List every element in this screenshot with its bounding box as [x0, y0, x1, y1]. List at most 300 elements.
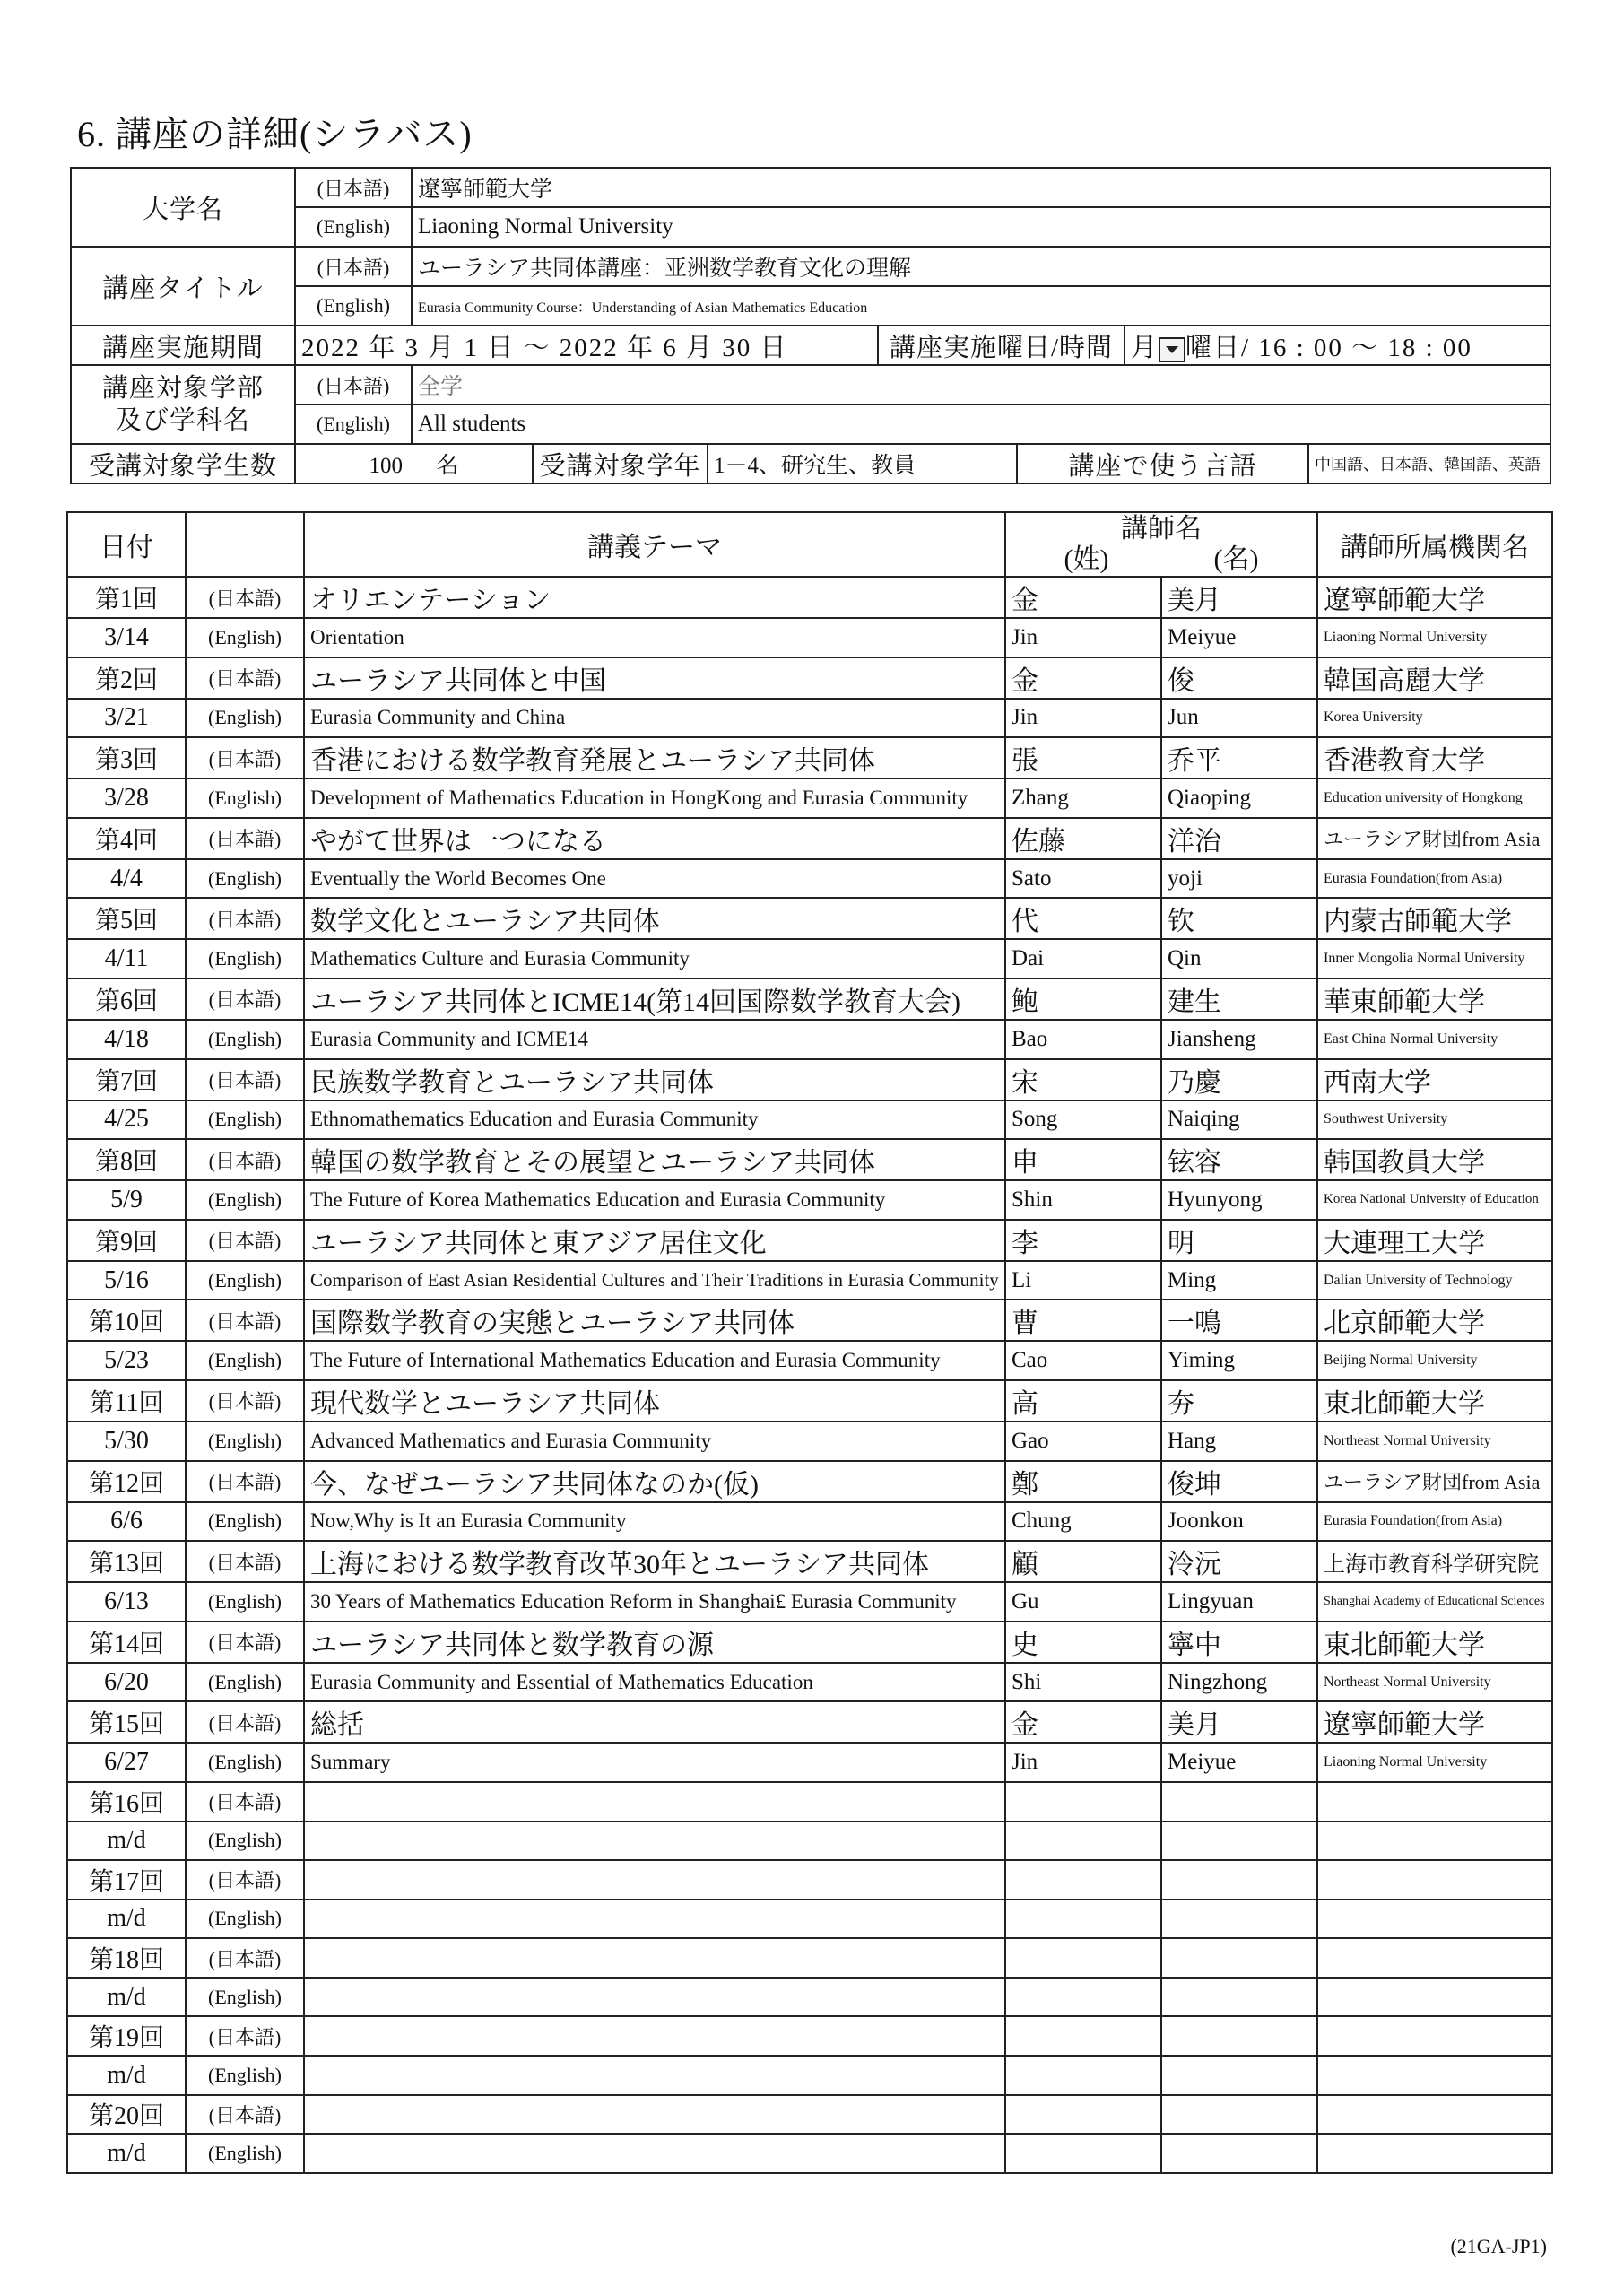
institution-en [1317, 1900, 1552, 1939]
lang-en-label: (English) [186, 1422, 304, 1461]
lecture-row-en [67, 778, 1552, 818]
institution-en: Liaoning Normal University [1317, 618, 1552, 657]
institution-ja [1317, 2016, 1552, 2056]
given-name-ja: 一鳴 [1161, 1300, 1317, 1341]
given-name-en: Hyunyong [1161, 1180, 1317, 1220]
given-name-en: Naiqing [1161, 1100, 1317, 1140]
lecture-date: 6/13 [67, 1582, 186, 1622]
institution-en: Dalian University of Technology [1317, 1261, 1552, 1300]
institution-ja: 上海市教育科学研究院 [1317, 1541, 1552, 1582]
institution-ja: 大連理工大学 [1317, 1220, 1552, 1261]
period-label: 講座実施期間 [71, 326, 295, 365]
lecture-row-ja [67, 978, 1552, 1020]
given-name-ja [1161, 2095, 1317, 2135]
institution-en [1317, 1822, 1552, 1861]
target-year-label: 受講対象学年 [533, 444, 708, 483]
theme-en: Summary [304, 1743, 1005, 1782]
given-name-ja: 泠沅 [1161, 1541, 1317, 1582]
header-instructor-label: 講師名 [1121, 514, 1202, 544]
given-name-ja: 寧中 [1161, 1622, 1317, 1663]
student-count-value [295, 444, 533, 483]
student-count-number: 100 [369, 454, 403, 478]
institution-en: Korea University [1317, 699, 1552, 738]
lecture-row-ja [67, 1380, 1552, 1422]
theme-ja: 数学文化とユーラシア共同体 [304, 898, 1005, 939]
given-name-ja [1161, 1860, 1317, 1900]
theme-en [304, 1900, 1005, 1939]
lang-en-label: (English) [186, 778, 304, 818]
lecture-row-en [67, 1341, 1552, 1380]
lecture-row-en [67, 2134, 1552, 2173]
institution-ja: 内蒙古師範大学 [1317, 898, 1552, 939]
institution-en: East China Normal University [1317, 1020, 1552, 1059]
lecture-number: 第3回 [67, 737, 186, 778]
given-name-en: Hang [1161, 1422, 1317, 1461]
theme-en [304, 2134, 1005, 2173]
lecture-row-en [67, 618, 1552, 657]
lecture-row-ja [67, 737, 1552, 778]
theme-en: 30 Years of Mathematics Education Reform in Shanghai£ Eurasia Community [304, 1582, 1005, 1622]
institution-en: Korea National University of Education [1317, 1180, 1552, 1220]
lecture-row-ja [67, 1622, 1552, 1663]
target-dept-label [71, 365, 295, 444]
lang-ja-label: (日本語) [186, 1622, 304, 1663]
lecture-number: 第4回 [67, 818, 186, 859]
institution-ja: ユーラシア財団from Asia [1317, 1461, 1552, 1502]
theme-ja: 今、なぜユーラシア共同体なのか(仮) [304, 1461, 1005, 1502]
theme-ja [304, 1938, 1005, 1978]
lecture-row-ja [67, 818, 1552, 859]
lecture-date: 5/23 [67, 1341, 186, 1380]
lecture-date: 5/30 [67, 1422, 186, 1461]
theme-ja: ユーラシア共同体とICME14(第14回国際数学教育大会) [304, 978, 1005, 1020]
given-name-en [1161, 1900, 1317, 1939]
university-label: 大学名 [71, 168, 295, 247]
theme-en: Orientation [304, 618, 1005, 657]
lang-ja-label: (日本語) [186, 657, 304, 699]
lang-ja-label: (日本語) [186, 1701, 304, 1743]
lecture-row-ja [67, 1782, 1552, 1822]
given-name-ja: 美月 [1161, 577, 1317, 618]
institution-en [1317, 1978, 1552, 2017]
lecture-number: 第15回 [67, 1701, 186, 1743]
weekday-time-value: 曜日/ 16 : 00 〜 18 : 00 [1185, 333, 1472, 362]
given-name-ja: 乃慶 [1161, 1059, 1317, 1100]
theme-en: Comparison of East Asian Residential Cultures and Their Traditions in Eurasia Community [304, 1261, 1005, 1300]
lang-ja-label: (日本語) [186, 1300, 304, 1341]
university-ja: 遼寧師範大学 [412, 168, 1550, 207]
lecture-row-en [67, 1663, 1552, 1702]
surname-ja: 宋 [1005, 1059, 1161, 1100]
lang-ja-label: (日本語) [186, 898, 304, 939]
institution-ja: 遼寧師範大学 [1317, 1701, 1552, 1743]
lecture-number: 第18回 [67, 1938, 186, 1978]
surname-en: Shin [1005, 1180, 1161, 1220]
theme-ja: オリエンテーション [304, 577, 1005, 618]
lecture-number: 第6回 [67, 978, 186, 1020]
lecture-number: 第7回 [67, 1059, 186, 1100]
institution-en: Northeast Normal University [1317, 1663, 1552, 1702]
course-title-en: Eurasia Community Course：Understanding of Asian Mathematics Education [412, 286, 1550, 326]
institution-ja: 北京師範大学 [1317, 1300, 1552, 1341]
lang-en-label: (English) [186, 618, 304, 657]
surname-ja: 顧 [1005, 1541, 1161, 1582]
lecture-date: m/d [67, 1900, 186, 1939]
given-name-en [1161, 2056, 1317, 2095]
given-name-ja: 铉容 [1161, 1139, 1317, 1180]
lecture-row-en [67, 859, 1552, 899]
given-name-en: Meiyue [1161, 1743, 1317, 1782]
language-label: 講座で使う言語 [1017, 444, 1308, 483]
surname-ja [1005, 2095, 1161, 2135]
surname-ja: 代 [1005, 898, 1161, 939]
theme-ja: 国際数学教育の実態とユーラシア共同体 [304, 1300, 1005, 1341]
institution-en [1317, 2134, 1552, 2173]
lecture-number: 第14回 [67, 1622, 186, 1663]
lecture-date: m/d [67, 1978, 186, 2017]
lang-en-label: (English) [186, 1502, 304, 1542]
theme-ja: 総括 [304, 1701, 1005, 1743]
lecture-row-en [67, 1422, 1552, 1461]
surname-ja: 金 [1005, 577, 1161, 618]
given-name-en: Qin [1161, 939, 1317, 978]
lecture-row-ja [67, 1860, 1552, 1900]
language-value: 中国語、日本語、韓国語、英語 [1308, 444, 1550, 483]
lecture-row-ja [67, 657, 1552, 699]
surname-en: Shi [1005, 1663, 1161, 1702]
lecture-date: 3/21 [67, 699, 186, 738]
lecture-number: 第12回 [67, 1461, 186, 1502]
surname-ja: 張 [1005, 737, 1161, 778]
lecture-row-ja [67, 898, 1552, 939]
weekday-time-label: 講座実施曜日/時間 [878, 326, 1125, 365]
lang-en-label: (English) [186, 1822, 304, 1861]
given-name-en: Yiming [1161, 1341, 1317, 1380]
lang-ja-label: (日本語) [186, 1059, 304, 1100]
given-name-en: Lingyuan [1161, 1582, 1317, 1622]
dropdown-icon[interactable] [1159, 337, 1185, 362]
surname-en: Jin [1005, 699, 1161, 738]
institution-en: Southwest University [1317, 1100, 1552, 1140]
lecture-date: 5/9 [67, 1180, 186, 1220]
lang-en-label: (English) [186, 1582, 304, 1622]
lecture-number: 第19回 [67, 2016, 186, 2056]
header-institution: 講師所属機関名 [1317, 512, 1552, 577]
lecture-date: 6/6 [67, 1502, 186, 1542]
surname-ja: 佐藤 [1005, 818, 1161, 859]
institution-ja: ユーラシア財団from Asia [1317, 818, 1552, 859]
theme-en: Advanced Mathematics and Eurasia Community [304, 1422, 1005, 1461]
lang-en-label: (English) [186, 1261, 304, 1300]
theme-ja: ユーラシア共同体と数学教育の源 [304, 1622, 1005, 1663]
surname-en: Gu [1005, 1582, 1161, 1622]
institution-en: Beijing Normal University [1317, 1341, 1552, 1380]
surname-en: Chung [1005, 1502, 1161, 1542]
surname-en: Gao [1005, 1422, 1161, 1461]
theme-ja: 韓国の数学教育とその展望とユーラシア共同体 [304, 1139, 1005, 1180]
theme-ja: 民族数学教育とユーラシア共同体 [304, 1059, 1005, 1100]
header-surname: (姓) [1064, 544, 1109, 574]
lecture-number: 第13回 [67, 1541, 186, 1582]
header-date: 日付 [67, 512, 186, 577]
lang-ja-label: (日本語) [186, 978, 304, 1020]
surname-ja: 申 [1005, 1139, 1161, 1180]
lecture-row-ja [67, 1300, 1552, 1341]
given-name-en: Jiansheng [1161, 1020, 1317, 1059]
lecture-date: 3/14 [67, 618, 186, 657]
surname-en: Sato [1005, 859, 1161, 899]
given-name-en: Ming [1161, 1261, 1317, 1300]
lecture-row-ja [67, 577, 1552, 618]
surname-en: Jin [1005, 1743, 1161, 1782]
target-year-value: 1－4、研究生、教員 [708, 444, 1017, 483]
lecture-row-ja [67, 1701, 1552, 1743]
institution-en: Shanghai Academy of Educational Sciences [1317, 1582, 1552, 1622]
lang-en-label: (English) [186, 1020, 304, 1059]
surname-ja: 高 [1005, 1380, 1161, 1422]
lecture-number: 第9回 [67, 1220, 186, 1261]
theme-en: Eurasia Community and China [304, 699, 1005, 738]
lecture-row-ja [67, 1139, 1552, 1180]
weekday-time-field[interactable] [1125, 326, 1550, 365]
theme-en: Eurasia Community and Essential of Mathematics Education [304, 1663, 1005, 1702]
target-dept-label-line2: 及び学科名 [115, 406, 250, 435]
surname-en: Dai [1005, 939, 1161, 978]
period-value: 2022 年 3 月 1 日 〜 2022 年 6 月 30 日 [295, 326, 878, 365]
surname-ja [1005, 1860, 1161, 1900]
lecture-row-en [67, 699, 1552, 738]
given-name-en: Joonkon [1161, 1502, 1317, 1542]
lecture-number: 第20回 [67, 2095, 186, 2135]
theme-ja [304, 2095, 1005, 2135]
lang-ja-label: (日本語) [186, 1220, 304, 1261]
theme-en: The Future of Korea Mathematics Education and Eurasia Community [304, 1180, 1005, 1220]
lecture-row-en [67, 1822, 1552, 1861]
lecture-row-en [67, 1978, 1552, 2017]
given-name-ja: 乔平 [1161, 737, 1317, 778]
theme-ja [304, 1860, 1005, 1900]
target-dept-label-line1: 講座対象学部 [101, 374, 264, 403]
lang-en-label: (English) [186, 1100, 304, 1140]
given-name-ja: 美月 [1161, 1701, 1317, 1743]
lecture-date: 4/4 [67, 859, 186, 899]
lecture-date: 6/27 [67, 1743, 186, 1782]
lang-ja-label: (日本語) [186, 2095, 304, 2135]
lang-en-label: (English) [295, 404, 412, 444]
given-name-en: Qiaoping [1161, 778, 1317, 818]
lang-en-label: (English) [295, 286, 412, 326]
lecture-row-ja [67, 1938, 1552, 1978]
target-dept-en: All students [412, 404, 1550, 444]
institution-en: Education university of Hongkong [1317, 778, 1552, 818]
given-name-ja: 夯 [1161, 1380, 1317, 1422]
institution-en: Northeast Normal University [1317, 1422, 1552, 1461]
given-name-ja: 建生 [1161, 978, 1317, 1020]
lecture-date: 4/25 [67, 1100, 186, 1140]
institution-ja: 遼寧師範大学 [1317, 577, 1552, 618]
lecture-number: 第11回 [67, 1380, 186, 1422]
institution-ja: 香港教育大学 [1317, 737, 1552, 778]
surname-en: Cao [1005, 1341, 1161, 1380]
lecture-row-en [67, 1582, 1552, 1622]
theme-en: The Future of International Mathematics Education and Eurasia Community [304, 1341, 1005, 1380]
given-name-ja: 明 [1161, 1220, 1317, 1261]
theme-ja: ユーラシア共同体と中国 [304, 657, 1005, 699]
surname-ja: 金 [1005, 1701, 1161, 1743]
lecture-row-ja [67, 1220, 1552, 1261]
lecture-row-ja [67, 1059, 1552, 1100]
surname-en: Song [1005, 1100, 1161, 1140]
lang-en-label: (English) [186, 1978, 304, 2017]
institution-ja: 東北師範大学 [1317, 1380, 1552, 1422]
given-name-en: Ningzhong [1161, 1663, 1317, 1702]
theme-ja: 上海における数学教育改革30年とユーラシア共同体 [304, 1541, 1005, 1582]
page-title: 6. 講座の詳細(シラバス) [77, 114, 473, 154]
lecture-row-ja [67, 1461, 1552, 1502]
lang-en-label: (English) [186, 699, 304, 738]
lecture-row-en [67, 1020, 1552, 1059]
given-name-ja [1161, 1938, 1317, 1978]
surname-ja [1005, 1938, 1161, 1978]
theme-en: Ethnomathematics Education and Eurasia Community [304, 1100, 1005, 1140]
institution-en: Liaoning Normal University [1317, 1743, 1552, 1782]
lang-en-label: (English) [186, 859, 304, 899]
given-name-ja: 俊坤 [1161, 1461, 1317, 1502]
header-lang [186, 512, 304, 577]
student-count-label: 受講対象学生数 [71, 444, 295, 483]
university-en: Liaoning Normal University [412, 207, 1550, 247]
lang-ja-label: (日本語) [186, 577, 304, 618]
course-title-label: 講座タイトル [71, 247, 295, 326]
given-name-en: Jun [1161, 699, 1317, 738]
lecture-date: 4/18 [67, 1020, 186, 1059]
surname-en [1005, 1822, 1161, 1861]
lang-ja-label: (日本語) [186, 2016, 304, 2056]
theme-en [304, 1978, 1005, 2017]
surname-en [1005, 2056, 1161, 2095]
lecture-row-en [67, 1502, 1552, 1542]
theme-ja: 香港における数学教育発展とユーラシア共同体 [304, 737, 1005, 778]
lecture-date: 5/16 [67, 1261, 186, 1300]
institution-en: Eurasia Foundation(from Asia) [1317, 859, 1552, 899]
lang-en-label: (English) [186, 1341, 304, 1380]
given-name-en: yoji [1161, 859, 1317, 899]
lang-ja-label: (日本語) [295, 365, 412, 404]
lang-ja-label: (日本語) [186, 1380, 304, 1422]
lecture-row-en [67, 1900, 1552, 1939]
lecture-row-en [67, 1261, 1552, 1300]
header-theme: 講義テーマ [304, 512, 1005, 577]
lecture-date: 3/28 [67, 778, 186, 818]
surname-en: Zhang [1005, 778, 1161, 818]
institution-ja [1317, 2095, 1552, 2135]
lecture-row-ja [67, 1541, 1552, 1582]
lecture-date: m/d [67, 2056, 186, 2095]
lang-ja-label: (日本語) [186, 1782, 304, 1822]
given-name-ja: 钦 [1161, 898, 1317, 939]
lecture-number: 第8回 [67, 1139, 186, 1180]
surname-en: Bao [1005, 1020, 1161, 1059]
theme-en: Development of Mathematics Education in HongKong and Eurasia Community [304, 778, 1005, 818]
institution-ja [1317, 1782, 1552, 1822]
surname-ja: 李 [1005, 1220, 1161, 1261]
theme-en [304, 1822, 1005, 1861]
lecture-number: 第17回 [67, 1860, 186, 1900]
given-name-en: Meiyue [1161, 618, 1317, 657]
lecture-row-en [67, 2056, 1552, 2095]
theme-en: Eventually the World Becomes One [304, 859, 1005, 899]
theme-ja [304, 1782, 1005, 1822]
student-count-unit: 名 [436, 454, 459, 478]
lecture-row-ja [67, 2016, 1552, 2056]
lecture-number: 第16回 [67, 1782, 186, 1822]
course-info-table [70, 167, 1551, 484]
header-given-name: (名) [1213, 544, 1259, 574]
institution-ja: 東北師範大学 [1317, 1622, 1552, 1663]
lecture-row-en [67, 939, 1552, 978]
lecture-number: 第2回 [67, 657, 186, 699]
weekday-prefix: 月 [1131, 333, 1159, 362]
lang-ja-label: (日本語) [295, 168, 412, 207]
lang-en-label: (English) [186, 1663, 304, 1702]
given-name-en [1161, 2134, 1317, 2173]
lecture-date: 4/11 [67, 939, 186, 978]
institution-en: Inner Mongolia Normal University [1317, 939, 1552, 978]
institution-ja [1317, 1938, 1552, 1978]
theme-en: Now,Why is It an Eurasia Community [304, 1502, 1005, 1542]
lecture-date: m/d [67, 1822, 186, 1861]
institution-ja: 華東師範大学 [1317, 978, 1552, 1020]
lang-en-label: (English) [186, 2134, 304, 2173]
surname-en [1005, 2134, 1161, 2173]
lang-ja-label: (日本語) [186, 1139, 304, 1180]
lecture-date: m/d [67, 2134, 186, 2173]
theme-en: Mathematics Culture and Eurasia Community [304, 939, 1005, 978]
surname-en [1005, 1978, 1161, 2017]
surname-ja [1005, 1782, 1161, 1822]
lecture-number: 第10回 [67, 1300, 186, 1341]
institution-en [1317, 2056, 1552, 2095]
surname-ja: 金 [1005, 657, 1161, 699]
surname-en: Jin [1005, 618, 1161, 657]
institution-ja [1317, 1860, 1552, 1900]
institution-ja: 西南大学 [1317, 1059, 1552, 1100]
lang-en-label: (English) [186, 1900, 304, 1939]
course-title-ja: ユーラシア共同体講座：亚洲数学教育文化の理解 [412, 247, 1550, 286]
given-name-ja [1161, 2016, 1317, 2056]
given-name-ja: 洋治 [1161, 818, 1317, 859]
surname-ja: 鄭 [1005, 1461, 1161, 1502]
lang-en-label: (English) [186, 1180, 304, 1220]
lang-ja-label: (日本語) [186, 1860, 304, 1900]
surname-ja: 鲍 [1005, 978, 1161, 1020]
header-instructor [1005, 512, 1317, 577]
given-name-ja [1161, 1782, 1317, 1822]
surname-ja [1005, 2016, 1161, 2056]
given-name-ja: 俊 [1161, 657, 1317, 699]
lecture-row-en [67, 1100, 1552, 1140]
theme-ja: やがて世界は一つになる [304, 818, 1005, 859]
theme-ja: 現代数学とユーラシア共同体 [304, 1380, 1005, 1422]
lecture-number: 第1回 [67, 577, 186, 618]
surname-ja: 曹 [1005, 1300, 1161, 1341]
theme-ja: ユーラシア共同体と東アジア居住文化 [304, 1220, 1005, 1261]
lang-en-label: (English) [295, 207, 412, 247]
lecture-number: 第5回 [67, 898, 186, 939]
institution-ja: 韓国高麗大学 [1317, 657, 1552, 699]
given-name-en [1161, 1822, 1317, 1861]
lang-ja-label: (日本語) [186, 1461, 304, 1502]
